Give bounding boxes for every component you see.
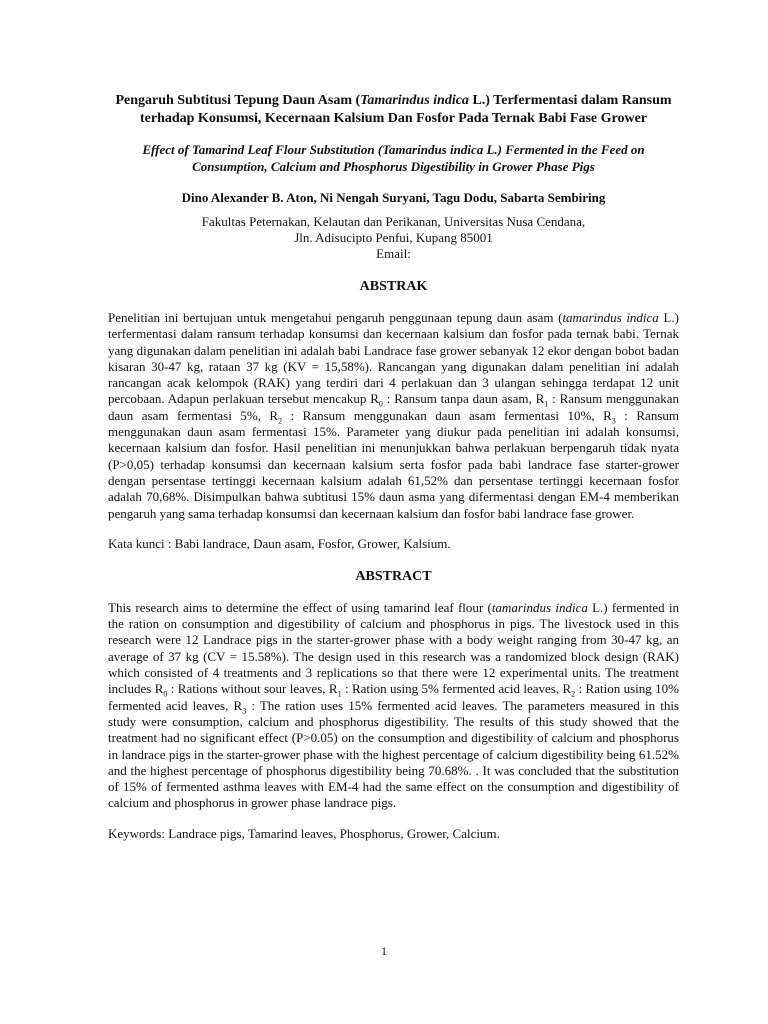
abstract-sub-0: 0 <box>163 689 168 699</box>
affiliation-line-1: Fakultas Peternakan, Kelautan dan Perikanan, Universitas Nusa Cendana, <box>201 214 586 229</box>
abstract-sub-1: 1 <box>337 689 342 699</box>
page-number: 1 <box>381 944 387 958</box>
title-part-2: L.) Terfermentasi dalam Ransum terhadap Konsumsi, Kecernaan Kalsium Dan Fosfor Pada Ternak Babi Fase Grower <box>139 93 672 126</box>
affiliation-line-2: Jln. Adisucipto Penfui, Kupang 85001 <box>294 230 493 245</box>
title-part-1: Pengaruh Subtitusi Tepung Daun Asam ( <box>115 93 361 108</box>
abstract-text-1: This research aims to determine the effect of using tamarind leaf flour ( <box>108 599 492 615</box>
paper-title <box>108 92 679 128</box>
abstrak-sub-2: 2 <box>278 416 283 426</box>
abstract-keywords: Keywords: Landrace pigs, Tamarind leaves, Phosphorus, Grower, Calcium. <box>108 825 500 841</box>
paper-subtitle: Effect of Tamarind Leaf Flour Substitution (Tamarindus indica L.) Fermented in the Feed on Consumption, Calcium and Phosphorus Digestibility in Grower Phase Pigs <box>142 142 645 174</box>
author-list: Dino Alexander B. Aton, Ni Nengah Suryani, Tagu Dodu, Sabarta Sembiring <box>181 190 606 205</box>
abstrak-body <box>108 310 679 522</box>
abstrak-keywords: Kata kunci : Babi landrace, Daun asam, Fosfor, Grower, Kalsium. <box>108 535 451 551</box>
abstrak-text-1: Penelitian ini bertujuan untuk mengetahui pengaruh penggunaan tepung daun asam ( <box>108 310 563 325</box>
abstract-text-4: : Ration using 5% fermented acid leaves, R <box>341 681 572 697</box>
abstrak-sub-0: 0 <box>378 400 383 410</box>
abstrak-heading: ABSTRAK <box>359 279 428 294</box>
abstract-sub-3: 3 <box>242 706 247 716</box>
abstract-text-6: : The ration uses 15% fermented acid leaves. The parameters measured in this study were consumption, calcium and phosphorus digestibility. The results of this study showed that the treatment had no significant effect (P>0.05) on the consumption and digestibility of calcium and phosphorus in landrace pigs in the starter-grower phase with the highest percentage of calcium digestibility being 61.52% and the highest percentage of phosphorus digestibility being 70.68%. . It was concluded that the substitution of 15% of fermented asthma leaves with EM-4 had the same effect on the consumption and digestibility of calcium and phosphorus in grower phase landrace pigs. <box>108 697 679 811</box>
affiliation-email: Email: <box>376 246 411 261</box>
abstract-body <box>108 600 679 812</box>
abstrak-text-5: : Ransum menggunakan daun asam fermentasi 10%, R <box>282 407 612 423</box>
abstrak-text-3: : Ransum tanpa daun asam, R <box>382 391 545 407</box>
abstrak-species: tamarindus indica <box>562 310 659 325</box>
abstract-species: tamarindus indica <box>491 599 588 615</box>
abstrak-text-6: : Ransum menggunakan daun asam fermentasi 15%. Parameter yang diukur pada penelitian ini adalah konsumsi, kecernaan kalsium dan fosfor. Hasil penelitian ini menunjukkan bahwa perlakuan berpengaruh tidak nyata (P>0,05) terhadap konsumsi dan kecernaan kalsium serta fosfor pada babi landrace fase starter-grower dengan persentase tertinggi kecernaan kalsium adalah 61,52% dan persentase tertinggi kecernaan fosfor adalah 70,68%. Disimpulkan bahwa subtitusi 15% daun asma yang difermentasi dengan EM-4 memberikan pengaruh yang sama terhadap konsumsi dan kecernaan kalsium dan fosfor babi landrace fase grower. <box>108 407 679 521</box>
abstract-text-5: : Ration using 10% fermented acid leaves, R <box>108 681 679 713</box>
paper-page <box>108 92 679 842</box>
affiliation-block <box>108 214 679 262</box>
abstract-heading: ABSTRACT <box>355 568 432 584</box>
abstrak-sub-1: 1 <box>544 400 549 410</box>
title-species-name: Tamarindus indica <box>360 93 469 108</box>
abstract-text-2: L.) fermented in the ration on consumption and digestibility of calcium and phosphorus in pigs. The livestock used in this research were 12 Landrace pigs in the starter-grower phase with a body weight ranging from 30-47 kg, an average of 37 kg (CV = 15.58%). The design used in this research was a randomized block design (RAK) which consisted of 4 treatments and 3 replications so that there were 12 experimental units. The treatment includes R <box>108 599 679 697</box>
abstract-sub-2: 2 <box>571 689 576 699</box>
abstrak-sub-3: 3 <box>611 416 616 426</box>
abstrak-text-4: : Ransum menggunakan daun asam fermentasi 5%, R <box>108 391 679 423</box>
abstrak-text-2: L.) terfermentasi dalam ransum terhadap konsumsi dan kecernaan kalsium dan fosfor pada ternak babi. Ternak yang digunakan dalam penelitian ini adalah babi Landrace fase grower sebanyak 12 ekor dengan bobot badan kisaran 30-47 kg, rataan 37 kg (KV = 15,58%). Rancangan yang digunakan dalam penelitian ini adalah rancangan acak kelompok (RAK) yang terdiri dari 4 perlakuan dan 3 ulangan sehingga terdapat 12 unit percobaan. Adapun perlakuan tersebut mencakup R <box>108 310 679 407</box>
abstract-text-3: : Rations without sour leaves, R <box>167 681 338 697</box>
